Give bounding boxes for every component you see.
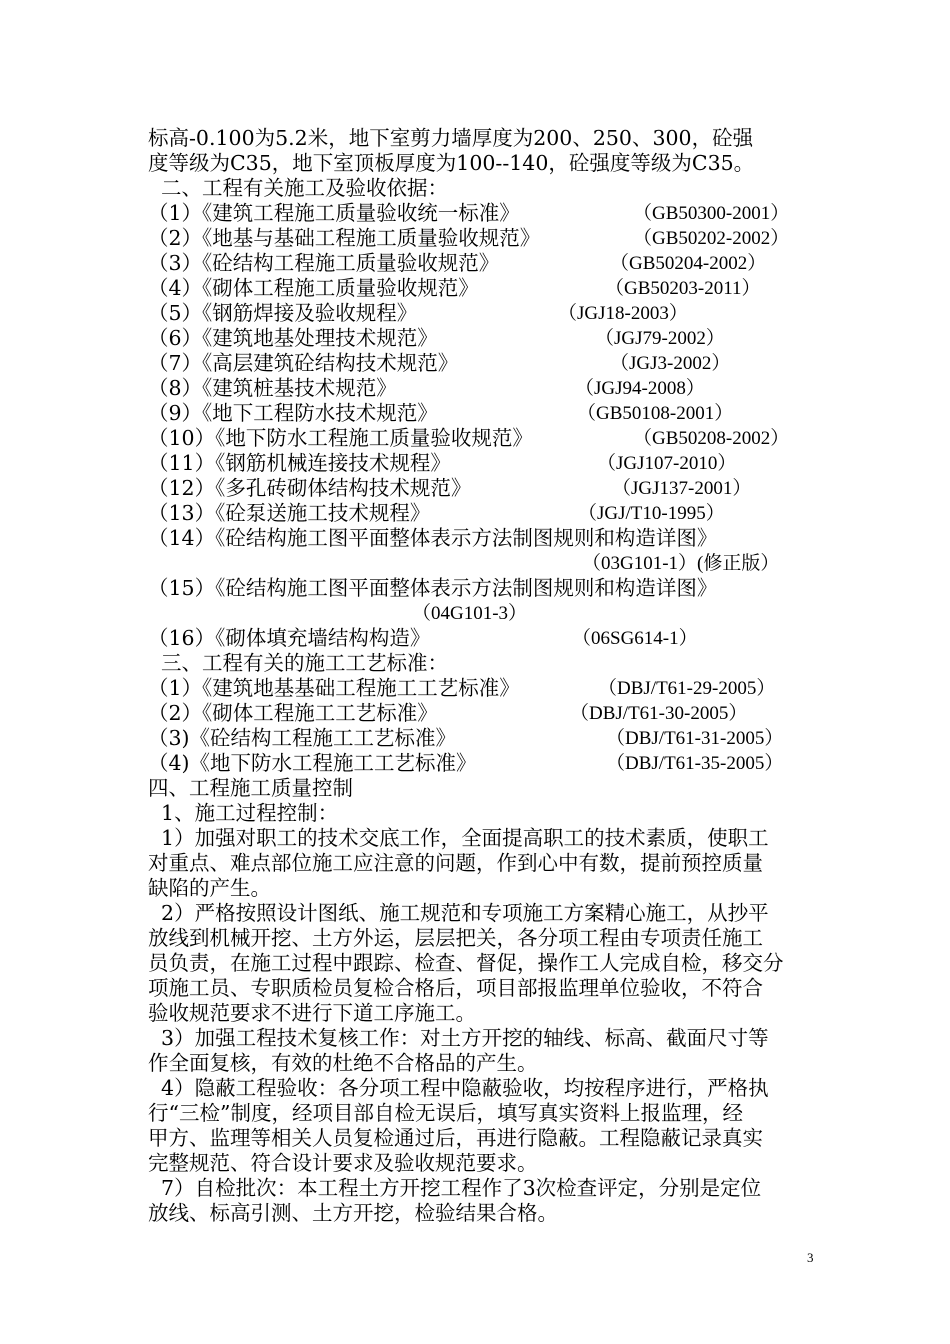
standard-name: （11）《钢筋机械连接技术规程》	[148, 451, 451, 475]
standard-code: （JGJ79-2002）	[595, 328, 725, 349]
paragraph-line: 1）加强对职工的技术交底工作，全面提高职工的技术素质，使职工	[148, 826, 769, 850]
standard-name: （4）《砌体工程施工质量验收规范》	[148, 276, 479, 300]
subsection-heading: 1、施工过程控制：	[148, 801, 339, 825]
standard-code: （JGJ94-2008）	[575, 378, 705, 399]
paragraph-line: 放线到机械开挖、土方外运，层层把关，各分项工程由专项责任施工	[148, 926, 763, 950]
paragraph-line: 对重点、难点部位施工应注意的问题，作到心中有数，提前预控质量	[148, 851, 763, 875]
standard-code: （06SG614-1）	[572, 628, 698, 649]
standard-code: （DBJ/T61-29-2005）	[598, 678, 776, 699]
standard-name: （1）《建筑工程施工质量验收统一标准》	[148, 201, 520, 225]
standard-name: （5）《钢筋焊接及验收规程》	[148, 301, 418, 325]
paragraph-line: 4）隐蔽工程验收：各分项工程中隐蔽验收，均按程序进行，严格执	[148, 1076, 769, 1100]
standard-code: （DBJ/T61-31-2005）	[606, 728, 784, 749]
page-number: 3	[807, 1250, 814, 1265]
standard-name: （2）《地基与基础工程施工质量验收规范》	[148, 226, 541, 250]
section-heading: 三、工程有关的施工工艺标准：	[148, 651, 449, 675]
standard-code: （GB50208-2002）	[633, 428, 790, 449]
standard-code: （GB50300-2001）	[633, 203, 790, 224]
standard-code: （04G101-3）	[412, 603, 528, 624]
standard-name: （12）《多孔砖砌体结构技术规范》	[148, 476, 472, 500]
paragraph-line: 项施工员、专职质检员复检合格后，项目部报监理单位验收，不符合	[148, 976, 763, 1000]
paragraph-line: 3）加强工程技术复核工作：对土方开挖的轴线、标高、截面尺寸等	[148, 1026, 769, 1050]
standard-code: （DBJ/T61-35-2005）	[606, 753, 784, 774]
standard-name: （7）《高层建筑砼结构技术规范》	[148, 351, 459, 375]
paragraph-line: 放线、标高引测、土方开挖，检验结果合格。	[148, 1201, 558, 1225]
standard-name: （3）《砼结构工程施工质量验收规范》	[148, 251, 500, 275]
section-heading: 四、工程施工质量控制	[148, 776, 353, 800]
standard-code: （JGJ107-2010）	[597, 453, 737, 474]
standard-code: （GB50108-2001）	[577, 403, 734, 424]
paragraph-line: 完整规范、符合设计要求及验收规范要求。	[148, 1151, 538, 1175]
paragraph-line: 缺陷的产生。	[148, 876, 271, 900]
standard-code: （DBJ/T61-30-2005）	[570, 703, 748, 724]
standard-code: （JGJ3-2002）	[610, 353, 731, 374]
standard-name: （2）《砌体工程施工工艺标准》	[148, 701, 438, 725]
standard-name: （9）《地下工程防水技术规范》	[148, 401, 438, 425]
intro-line: 度等级为C35，地下室顶板厚度为100--140，砼强度等级为C35。	[148, 151, 755, 175]
standard-code: （03G101-1）(修正版）	[582, 553, 780, 574]
standard-code: （JGJ/T10-1995）	[578, 503, 725, 524]
standard-name: （3)《砼结构工程施工工艺标准》	[148, 726, 457, 750]
paragraph-line: 行“三检”制度，经项目部自检无误后，填写真实资料上报监理，经	[148, 1101, 743, 1125]
standard-code: （JGJ137-2001）	[612, 478, 752, 499]
standard-name: （4)《地下防水工程施工工艺标准》	[148, 751, 477, 775]
standard-name: （1）《建筑地基基础工程施工工艺标准》	[148, 676, 520, 700]
paragraph-line: 验收规范要求不进行下道工序施工。	[148, 1001, 476, 1025]
standard-code: （GB50202-2002）	[633, 228, 790, 249]
standard-name: （14）《砼结构施工图平面整体表示方法制图规则和构造详图》	[148, 526, 718, 550]
paragraph-line: 甲方、监理等相关人员复检通过后，再进行隐蔽。工程隐蔽记录真实	[148, 1126, 763, 1150]
standard-name: （6）《建筑地基处理技术规范》	[148, 326, 438, 350]
standard-name: （16）《砌体填充墙结构构造》	[148, 626, 431, 650]
standard-code: （GB50203-2011）	[605, 278, 761, 299]
standard-name: （8）《建筑桩基技术规范》	[148, 376, 397, 400]
paragraph-line: 员负责，在施工过程中跟踪、检查、督促，操作工人完成自检，移交分	[148, 951, 784, 975]
paragraph-line: 2）严格按照设计图纸、施工规范和专项施工方案精心施工，从抄平	[148, 901, 769, 925]
standard-code: （GB50204-2002）	[610, 253, 767, 274]
paragraph-line: 7）自检批次：本工程土方开挖工程作了3次检查评定，分别是定位	[148, 1176, 762, 1200]
standard-name: （13）《砼泵送施工技术规程》	[148, 501, 431, 525]
paragraph-line: 作全面复核，有效的杜绝不合格品的产生。	[148, 1051, 538, 1075]
section-heading: 二、工程有关施工及验收依据：	[148, 176, 449, 200]
intro-line: 标高-0.100为5.2米，地下室剪力墙厚度为200、250、300，砼强	[148, 126, 754, 150]
standard-name: （10）《地下防水工程施工质量验收规范》	[148, 426, 533, 450]
standard-name: （15）《砼结构施工图平面整体表示方法制图规则和构造详图》	[148, 576, 718, 600]
standard-code: （JGJ18-2003）	[558, 303, 688, 324]
